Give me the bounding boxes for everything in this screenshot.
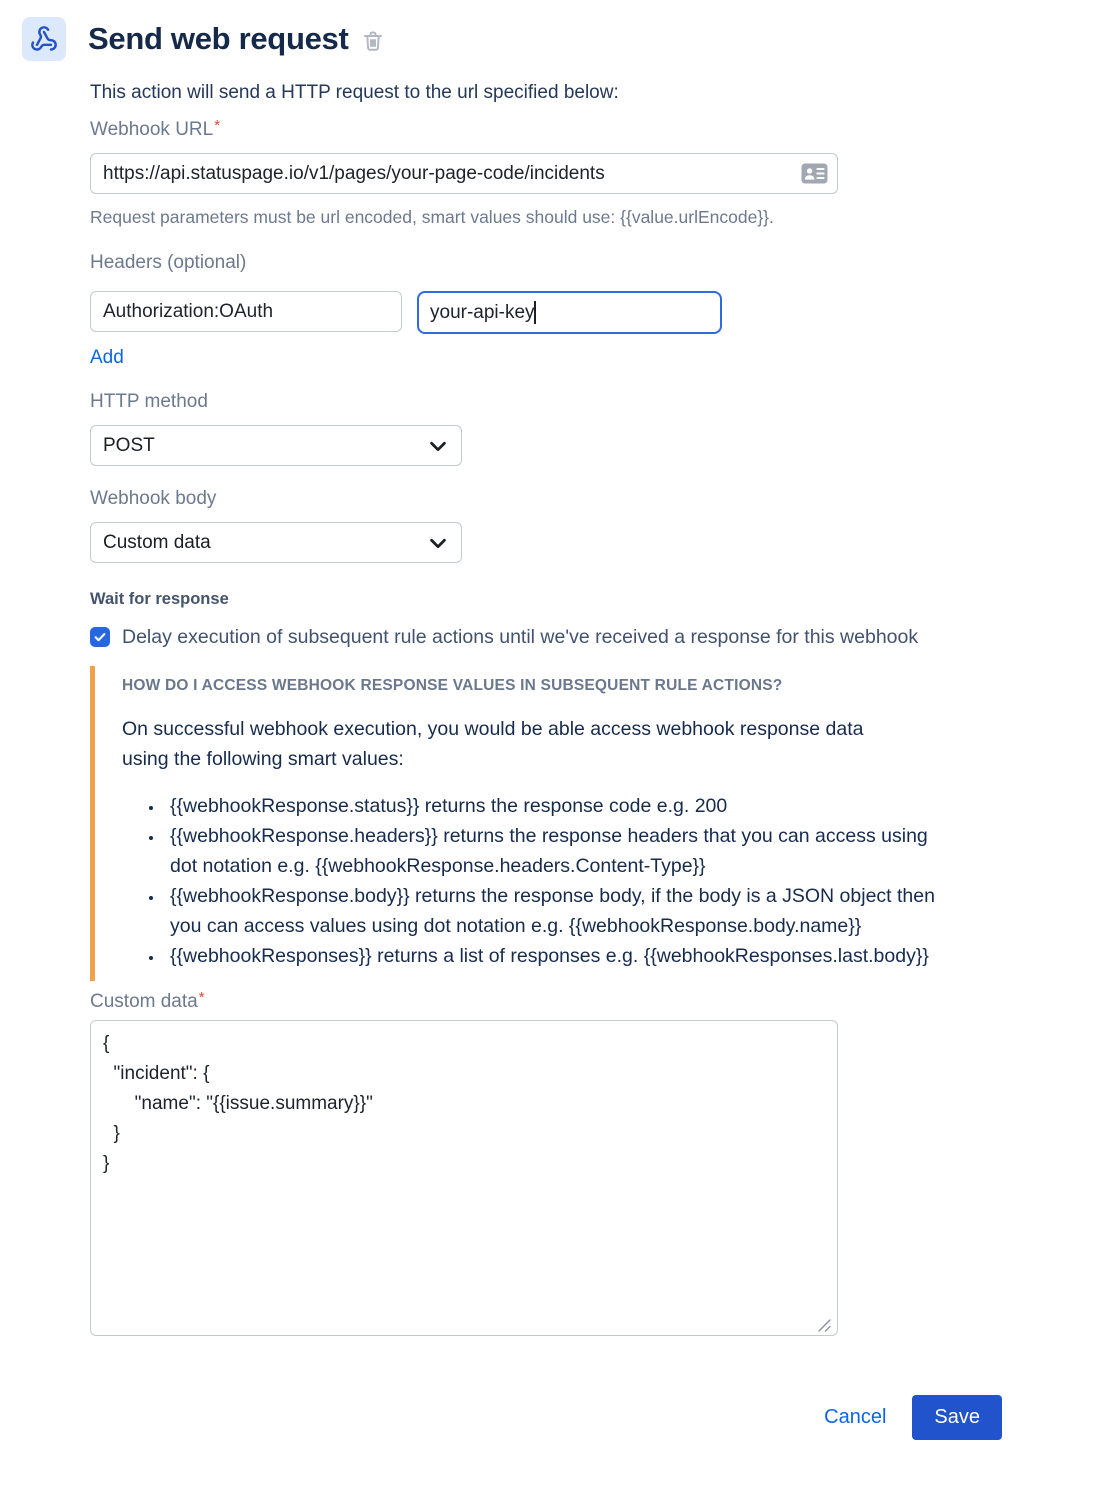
intro-text: This action will send a HTTP request to the url specified below: xyxy=(90,82,619,103)
webhook-url-input[interactable] xyxy=(90,153,838,194)
custom-data-field xyxy=(90,1020,838,1341)
headers-label: Headers (optional) xyxy=(90,252,247,273)
smart-value-item: • {{webhookResponse.headers}} returns the response headers that you can access using dot notation e.g. {{webhookResponse.headers.Content-Type}} xyxy=(164,821,944,881)
required-asterisk: * xyxy=(198,989,205,1006)
custom-data-label xyxy=(90,991,1080,1013)
trash-icon[interactable] xyxy=(361,29,385,53)
smart-value-item: • {{webhookResponse.body}} returns the response body, if the body is a JSON object then you can access values using dot notation e.g. {{webhookResponse.body.name}} xyxy=(164,881,944,941)
delay-execution-checkbox[interactable] xyxy=(90,627,110,647)
delay-execution-row xyxy=(90,622,1080,653)
info-panel-body: On successful webhook execution, you would be able access webhook response data using the following smart values: xyxy=(122,718,864,770)
text-cursor xyxy=(534,301,536,324)
webhook-url-helper: Request parameters must be url encoded, smart values should use: {{value.urlEncode}}. xyxy=(90,207,774,227)
webhook-response-info-panel xyxy=(90,666,1060,981)
webhook-url-field xyxy=(90,153,838,194)
webhook-body-select[interactable] xyxy=(90,522,462,563)
webhook-url-label-text: Webhook URL xyxy=(90,119,214,140)
resize-handle-icon[interactable] xyxy=(816,1317,832,1333)
panel-header xyxy=(0,0,1118,61)
info-panel-heading: HOW DO I ACCESS WEBHOOK RESPONSE VALUES IN SUBSEQUENT RULE ACTIONS? xyxy=(122,677,783,694)
header-key-input[interactable] xyxy=(90,291,402,332)
webhook-body-value: Custom data xyxy=(103,531,211,553)
header-row xyxy=(90,291,1080,334)
cancel-button[interactable]: Cancel xyxy=(824,1406,887,1428)
custom-data-textarea[interactable] xyxy=(90,1020,838,1336)
form-content xyxy=(90,82,1080,1440)
autofill-contact-icon[interactable] xyxy=(801,163,828,184)
custom-data-label-text: Custom data xyxy=(90,991,198,1012)
http-method-label: HTTP method xyxy=(90,391,208,412)
webhook-body-label: Webhook body xyxy=(90,488,217,509)
check-icon xyxy=(93,630,107,644)
smart-value-item: • {{webhookResponse.status}} returns the response code e.g. 200 xyxy=(164,791,944,821)
add-header-link[interactable]: Add xyxy=(90,347,124,368)
chevron-down-icon xyxy=(427,435,449,457)
delay-execution-label[interactable]: Delay execution of subsequent rule actions until we've received a response for this webhook xyxy=(122,626,919,648)
smart-value-item: • {{webhookResponses}} returns a list of responses e.g. {{webhookResponses.last.body}} xyxy=(164,941,944,971)
http-method-value: POST xyxy=(103,434,155,456)
footer-actions xyxy=(90,1395,1080,1440)
http-method-select[interactable] xyxy=(90,425,462,466)
page-title: Send web request xyxy=(88,21,349,56)
webhook-icon xyxy=(22,17,66,61)
header-value-field xyxy=(417,291,722,334)
save-button[interactable]: Save xyxy=(912,1395,1002,1440)
webhook-url-label xyxy=(90,119,1080,141)
chevron-down-icon xyxy=(427,532,449,554)
required-asterisk: * xyxy=(214,117,221,134)
wait-for-response-label: Wait for response xyxy=(90,590,229,608)
header-value-input[interactable] xyxy=(417,291,722,334)
smart-values-list xyxy=(122,791,1060,971)
